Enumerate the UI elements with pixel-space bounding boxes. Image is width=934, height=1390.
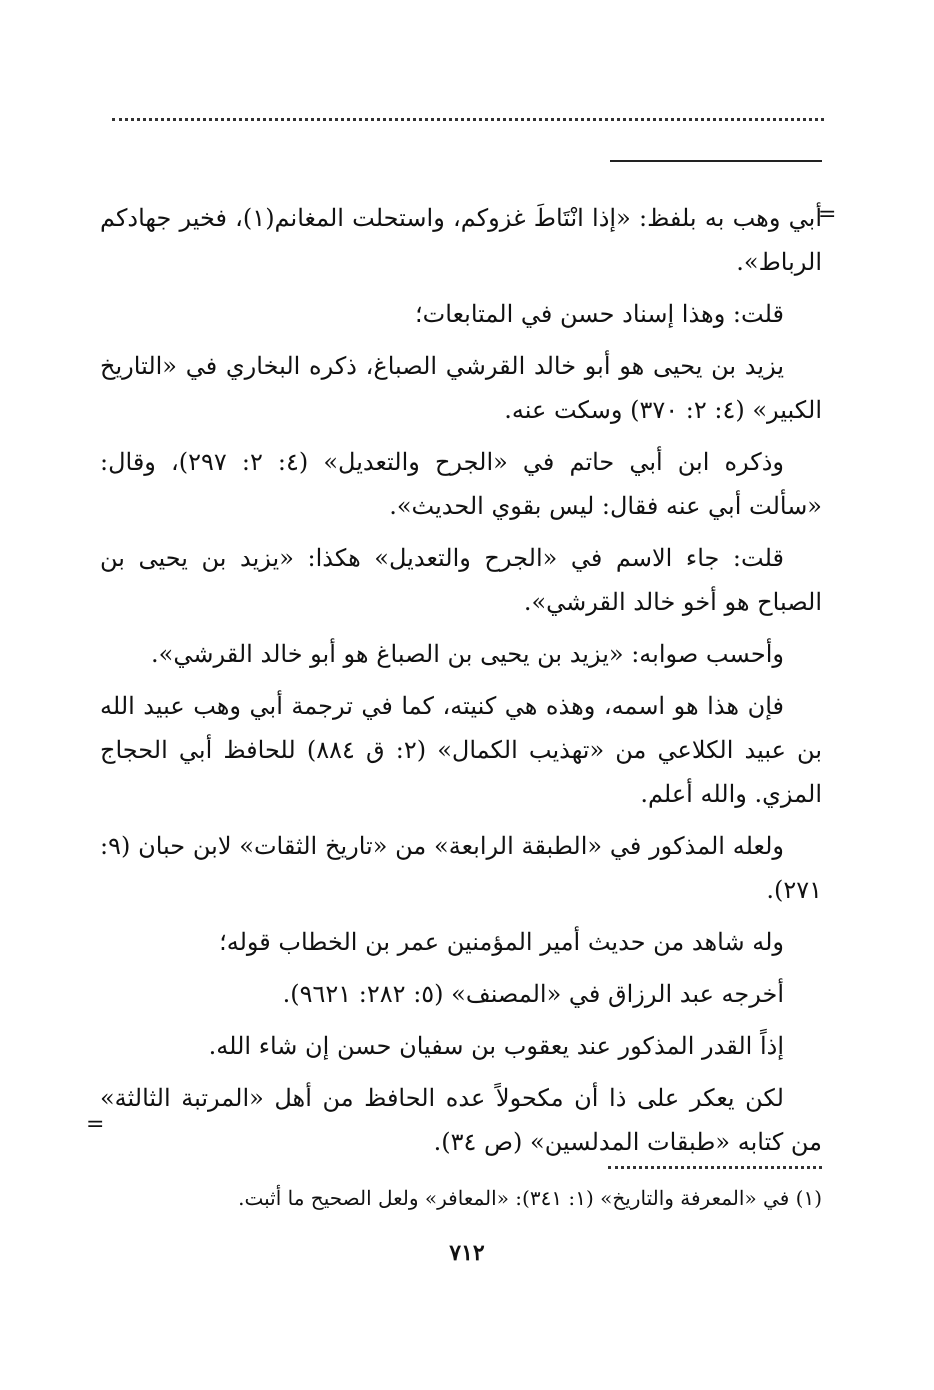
header-dotted-line xyxy=(112,118,824,133)
footnote-separator xyxy=(608,1166,822,1169)
paragraph-9: وله شاهد من حديث أمير المؤمنين عمر بن الخطاب قوله؛ xyxy=(219,928,784,956)
page-number: ٧١٢ xyxy=(449,1240,485,1266)
paragraph-4: وذكره ابن أبي حاتم في «الجرح والتعديل» (٤: ٢: ٢٩٧)، وقال: «سألت أبي عنه فقال: ليس بقوي الحديث». xyxy=(100,448,822,520)
paragraph-5: قلت: جاء الاسم في «الجرح والتعديل» هكذا: «يزيد بن يحيى بن الصباح هو أخو خالد القرشي». xyxy=(100,544,822,616)
continuation-mark-end: = xyxy=(86,1112,105,1137)
paragraph-10: أخرجه عبد الرزاق في «المصنف» (٥: ٢٨٢: ٩٦٢١). xyxy=(282,980,784,1008)
paragraph-6: وأحسب صوابه: «يزيد بن يحيى بن الصباغ هو أبو خالد القرشي». xyxy=(151,640,784,668)
header-rule xyxy=(610,160,822,162)
main-text xyxy=(100,196,822,1172)
paragraph-1: أبي وهب به بلفظ: «إذا انْتَاطَ غزوكم، واستحلت المغانم(١)، فخير جهادكم الرباط». xyxy=(100,204,822,276)
paragraph-8: ولعله المذكور في «الطبقة الرابعة» من «تاريخ الثقات» لابن حبان (٩: ٢٧١). xyxy=(100,832,822,904)
paragraph-3: يزيد بن يحيى هو أبو خالد القرشي الصباغ، ذكره البخاري في «التاريخ الكبير» (٤: ٢: ٣٧٠) وسكت عنه. xyxy=(100,352,822,424)
footnote: (١) في «المعرفة والتاريخ» (١: ٣٤١): «المعافر» ولعل الصحيح ما أثبت. xyxy=(238,1186,822,1210)
paragraph-12: لكن يعكر على ذا أن مكحولاً عده الحافظ من أهل «المرتبة الثالثة» من كتابه «طبقات المدلسين» (ص ٣٤). xyxy=(100,1084,822,1156)
paragraph-2: قلت: وهذا إسناد حسن في المتابعات؛ xyxy=(415,300,784,328)
paragraph-11: إذاً القدر المذكور عند يعقوب بن سفيان حسن إن شاء الله. xyxy=(208,1032,784,1060)
continuation-mark: = xyxy=(818,202,837,227)
paragraph-7: فإن هذا هو اسمه، وهذه هي كنيته، كما في ترجمة أبي وهب عبيد الله بن عبيد الكلاعي من «تهذيب الكمال» (٢: ق ٨٨٤) للحافظ أبي الحجاج المزي. والله أعلم. xyxy=(100,692,823,808)
